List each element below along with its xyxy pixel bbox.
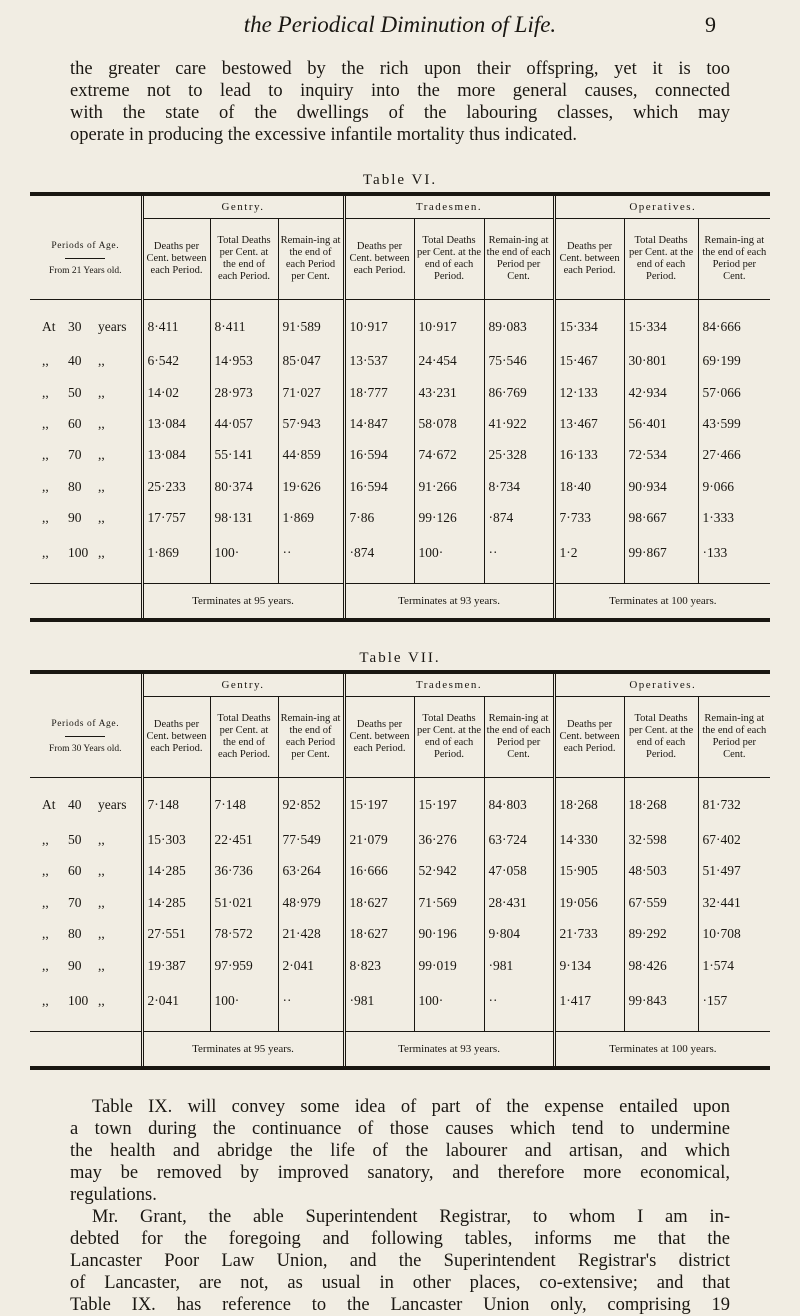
- period-unit: ,,: [98, 957, 105, 973]
- value-cell: 44·859: [278, 440, 344, 471]
- body-paragraph: [70, 1096, 730, 1316]
- value-cell: 25·328: [484, 440, 554, 471]
- period-cell: [30, 346, 142, 377]
- column-header: Remain-ing at the end of each Period per Cent.: [278, 219, 344, 300]
- value-cell: 16·666: [344, 855, 414, 887]
- period-unit: ,,: [98, 926, 105, 942]
- terminates-note: Terminates at 93 years.: [344, 584, 554, 621]
- period-unit: ,,: [98, 863, 105, 879]
- value-cell: 2·041: [142, 981, 210, 1031]
- text-line: the health and abridge the life of the labourer and artisan, and which: [70, 1141, 730, 1161]
- value-cell: 18·268: [624, 778, 698, 824]
- period-cell: [30, 408, 142, 439]
- table-row: [30, 408, 770, 439]
- table-6-title: Table VI.: [362, 172, 438, 188]
- value-cell: 86·769: [484, 377, 554, 408]
- period-prefix: ,,: [42, 478, 49, 494]
- table-6: [30, 192, 770, 622]
- text-line: of Lancaster, are not, as usual in other places, co-extensive; and that: [70, 1273, 730, 1293]
- value-cell: 18·627: [344, 887, 414, 919]
- value-cell: 36·736: [210, 855, 278, 887]
- value-cell: 98·667: [624, 502, 698, 533]
- period-cell: [30, 440, 142, 471]
- value-cell: 10·917: [344, 300, 414, 346]
- value-cell: 47·058: [484, 855, 554, 887]
- value-cell: 14·02: [142, 377, 210, 408]
- period-prefix: ,,: [42, 831, 49, 847]
- footer-corner: [30, 584, 142, 621]
- value-cell: 51·021: [210, 887, 278, 919]
- group-header-operatives: Operatives.: [554, 672, 770, 697]
- value-cell: 16·594: [344, 471, 414, 502]
- group-header-tradesmen: Tradesmen.: [344, 194, 554, 219]
- value-cell: 16·594: [344, 440, 414, 471]
- value-cell: 58·078: [414, 408, 484, 439]
- value-cell: 15·303: [142, 824, 210, 856]
- group-header-gentry: Gentry.: [142, 194, 344, 219]
- value-cell: 97·959: [210, 950, 278, 982]
- text-line: extreme not to lead to inquiry into the more general causes, connected: [70, 81, 730, 101]
- value-cell: 67·402: [698, 824, 770, 856]
- value-cell: 77·549: [278, 824, 344, 856]
- column-header: Total Deaths per Cent. at the end of each Period.: [210, 697, 278, 778]
- value-cell: 21·079: [344, 824, 414, 856]
- corner-cell: [30, 672, 142, 697]
- value-cell: 43·231: [414, 377, 484, 408]
- value-cell: ··: [484, 981, 554, 1031]
- value-cell: 14·285: [142, 855, 210, 887]
- value-cell: 12·133: [554, 377, 624, 408]
- group-header-operatives: Operatives.: [554, 194, 770, 219]
- period-cell: [30, 824, 142, 856]
- value-cell: ··: [278, 534, 344, 584]
- column-header: Deaths per Cent. between each Period.: [344, 219, 414, 300]
- value-cell: 9·066: [698, 471, 770, 502]
- table-row: [30, 950, 770, 982]
- table-row: [30, 981, 770, 1031]
- value-cell: 30·801: [624, 346, 698, 377]
- value-cell: 1·869: [278, 502, 344, 533]
- value-cell: 15·197: [344, 778, 414, 824]
- value-cell: 25·233: [142, 471, 210, 502]
- period-unit: ,,: [98, 831, 105, 847]
- table-row: [30, 502, 770, 533]
- corner-cell: [30, 194, 142, 219]
- value-cell: 15·334: [554, 300, 624, 346]
- text-line: a town during the continuance of those causes which tend to undermine: [70, 1119, 730, 1139]
- column-header: Total Deaths per Cent. at the end of each Period.: [414, 219, 484, 300]
- value-cell: ··: [484, 534, 554, 584]
- period-prefix: ,,: [42, 863, 49, 879]
- period-unit: ,,: [98, 894, 105, 910]
- period-age: 100: [68, 993, 89, 1009]
- footer-corner: [30, 1032, 142, 1069]
- value-cell: 15·905: [554, 855, 624, 887]
- value-cell: 1·2: [554, 534, 624, 584]
- value-cell: 51·497: [698, 855, 770, 887]
- period-age: 90: [68, 510, 82, 526]
- value-cell: 32·598: [624, 824, 698, 856]
- terminates-note: Terminates at 93 years.: [344, 1032, 554, 1069]
- period-unit: ,,: [98, 416, 105, 432]
- value-cell: 15·467: [554, 346, 624, 377]
- period-cell: [30, 950, 142, 982]
- value-cell: 8·734: [484, 471, 554, 502]
- value-cell: 99·019: [414, 950, 484, 982]
- value-cell: 36·276: [414, 824, 484, 856]
- text-line: Lancaster Poor Law Union, and the Superintendent Registrar's district: [70, 1251, 730, 1271]
- value-cell: 91·266: [414, 471, 484, 502]
- text-line: debted for the foregoing and following tables, informs me that the: [70, 1229, 730, 1249]
- value-cell: 15·197: [414, 778, 484, 824]
- value-cell: 90·196: [414, 918, 484, 950]
- value-cell: 48·503: [624, 855, 698, 887]
- value-cell: 99·843: [624, 981, 698, 1031]
- page-header: [0, 12, 800, 42]
- value-cell: 13·084: [142, 440, 210, 471]
- column-header: Deaths per Cent. between each Period.: [142, 219, 210, 300]
- period-age: 80: [68, 926, 82, 942]
- value-cell: 14·285: [142, 887, 210, 919]
- period-range: From 21 Years old.: [48, 266, 122, 277]
- table-row: [30, 471, 770, 502]
- value-cell: 100·: [210, 534, 278, 584]
- value-cell: 14·953: [210, 346, 278, 377]
- period-prefix: ,,: [42, 894, 49, 910]
- value-cell: ·981: [344, 981, 414, 1031]
- value-cell: 52·942: [414, 855, 484, 887]
- value-cell: 16·133: [554, 440, 624, 471]
- value-cell: 8·823: [344, 950, 414, 982]
- period-age: 80: [68, 478, 82, 494]
- value-cell: 98·426: [624, 950, 698, 982]
- period-unit: ,,: [98, 993, 105, 1009]
- text-line: Table IX. will convey some idea of part of the expense entailed upon: [92, 1097, 730, 1117]
- column-header: Remain-ing at the end of each Period per Cent.: [484, 219, 554, 300]
- value-cell: 19·056: [554, 887, 624, 919]
- period-unit: ,,: [98, 478, 105, 494]
- value-cell: 1·574: [698, 950, 770, 982]
- terminates-note: Terminates at 95 years.: [142, 584, 344, 621]
- value-cell: 74·672: [414, 440, 484, 471]
- period-unit: ,,: [98, 447, 105, 463]
- period-unit: ,,: [98, 510, 105, 526]
- column-header: Remain-ing at the end of each Period per Cent.: [698, 219, 770, 300]
- column-header: Remain-ing at the end of each Period per Cent.: [278, 697, 344, 778]
- intro-paragraph: [70, 58, 730, 146]
- value-cell: 72·534: [624, 440, 698, 471]
- running-title: the Periodical Diminution of Life.: [243, 12, 557, 37]
- table-7-title: Table VII.: [359, 650, 441, 666]
- value-cell: 28·973: [210, 377, 278, 408]
- terminates-note: Terminates at 100 years.: [554, 584, 770, 621]
- column-header: Total Deaths per Cent. at the end of each Period.: [210, 219, 278, 300]
- period-prefix: ,,: [42, 957, 49, 973]
- value-cell: 85·047: [278, 346, 344, 377]
- value-cell: 90·934: [624, 471, 698, 502]
- table-row: [30, 300, 770, 346]
- value-cell: ·981: [484, 950, 554, 982]
- period-caption: Periods of Age.: [51, 719, 120, 730]
- table-row: [30, 440, 770, 471]
- value-cell: 7·86: [344, 502, 414, 533]
- period-caption: Periods of Age.: [51, 241, 120, 252]
- column-header: Remain-ing at the end of each Period per Cent.: [698, 697, 770, 778]
- value-cell: ·133: [698, 534, 770, 584]
- period-cell: [30, 778, 142, 824]
- value-cell: 18·777: [344, 377, 414, 408]
- period-age: 60: [68, 416, 82, 432]
- period-cell: [30, 981, 142, 1031]
- period-header: [30, 697, 142, 778]
- text-line: operate in producing the excessive infantile mortality thus indicated.: [70, 125, 578, 145]
- value-cell: 21·428: [278, 918, 344, 950]
- table-row: [30, 346, 770, 377]
- value-cell: 22·451: [210, 824, 278, 856]
- value-cell: ·157: [698, 981, 770, 1031]
- value-cell: 24·454: [414, 346, 484, 377]
- period-prefix: At: [42, 796, 56, 812]
- period-prefix: ,,: [42, 510, 49, 526]
- page-number: 9: [705, 12, 716, 37]
- period-prefix: ,,: [42, 545, 49, 561]
- value-cell: 1·869: [142, 534, 210, 584]
- period-prefix: ,,: [42, 384, 49, 400]
- period-prefix: ,,: [42, 926, 49, 942]
- period-header: [30, 219, 142, 300]
- period-age: 40: [68, 796, 82, 812]
- value-cell: 21·733: [554, 918, 624, 950]
- value-cell: 15·334: [624, 300, 698, 346]
- value-cell: 8·411: [210, 300, 278, 346]
- column-header: Total Deaths per Cent. at the end of each Period.: [624, 697, 698, 778]
- value-cell: 7·148: [142, 778, 210, 824]
- value-cell: 28·431: [484, 887, 554, 919]
- period-age: 70: [68, 447, 82, 463]
- value-cell: 27·466: [698, 440, 770, 471]
- period-cell: [30, 855, 142, 887]
- column-header: Deaths per Cent. between each Period.: [554, 219, 624, 300]
- value-cell: ··: [278, 981, 344, 1031]
- period-unit: ,,: [98, 353, 105, 369]
- column-header: Total Deaths per Cent. at the end of each Period.: [624, 219, 698, 300]
- table-row: [30, 887, 770, 919]
- value-cell: ·874: [344, 534, 414, 584]
- value-cell: 78·572: [210, 918, 278, 950]
- value-cell: 100·: [414, 981, 484, 1031]
- value-cell: 67·559: [624, 887, 698, 919]
- period-age: 60: [68, 863, 82, 879]
- value-cell: 100·: [414, 534, 484, 584]
- table-row: [30, 778, 770, 824]
- period-unit: years: [98, 796, 127, 812]
- value-cell: 7·148: [210, 778, 278, 824]
- value-cell: 91·589: [278, 300, 344, 346]
- text-line: Mr. Grant, the able Superintendent Registrar, to whom I am in-: [92, 1207, 730, 1227]
- value-cell: 2·041: [278, 950, 344, 982]
- value-cell: 1·417: [554, 981, 624, 1031]
- period-cell: [30, 377, 142, 408]
- table-row: [30, 918, 770, 950]
- value-cell: 92·852: [278, 778, 344, 824]
- value-cell: 8·411: [142, 300, 210, 346]
- value-cell: 81·732: [698, 778, 770, 824]
- value-cell: 17·757: [142, 502, 210, 533]
- value-cell: 43·599: [698, 408, 770, 439]
- period-unit: years: [98, 318, 127, 334]
- value-cell: 56·401: [624, 408, 698, 439]
- column-header: Remain-ing at the end of each Period per Cent.: [484, 697, 554, 778]
- value-cell: 69·199: [698, 346, 770, 377]
- period-range: From 30 Years old.: [48, 744, 122, 755]
- value-cell: 13·537: [344, 346, 414, 377]
- value-cell: 1·333: [698, 502, 770, 533]
- table-7: [30, 670, 770, 1070]
- period-age: 50: [68, 384, 82, 400]
- value-cell: 63·264: [278, 855, 344, 887]
- text-line: Table IX. has reference to the Lancaster Union only, comprising 19: [70, 1295, 730, 1315]
- value-cell: 18·268: [554, 778, 624, 824]
- column-header: Total Deaths per Cent. at the end of each Period.: [414, 697, 484, 778]
- value-cell: 71·027: [278, 377, 344, 408]
- period-age: 100: [68, 545, 89, 561]
- value-cell: 6·542: [142, 346, 210, 377]
- table-row: [30, 377, 770, 408]
- period-cell: [30, 502, 142, 533]
- value-cell: 13·467: [554, 408, 624, 439]
- period-prefix: ,,: [42, 447, 49, 463]
- value-cell: 14·847: [344, 408, 414, 439]
- period-cell: [30, 918, 142, 950]
- table-row: [30, 534, 770, 584]
- value-cell: 7·733: [554, 502, 624, 533]
- value-cell: 71·569: [414, 887, 484, 919]
- value-cell: 99·126: [414, 502, 484, 533]
- value-cell: 89·083: [484, 300, 554, 346]
- period-cell: [30, 300, 142, 346]
- text-line: regulations.: [70, 1185, 157, 1205]
- text-line: may be removed by improved sanatory, and therefore more economical,: [70, 1163, 730, 1183]
- period-cell: [30, 534, 142, 584]
- value-cell: 84·666: [698, 300, 770, 346]
- value-cell: 19·387: [142, 950, 210, 982]
- period-prefix: ,,: [42, 416, 49, 432]
- period-age: 50: [68, 831, 82, 847]
- value-cell: 63·724: [484, 824, 554, 856]
- period-unit: ,,: [98, 545, 105, 561]
- period-age: 90: [68, 957, 82, 973]
- value-cell: 18·40: [554, 471, 624, 502]
- column-header: Deaths per Cent. between each Period.: [142, 697, 210, 778]
- period-age: 40: [68, 353, 82, 369]
- period-age: 70: [68, 894, 82, 910]
- value-cell: 41·922: [484, 408, 554, 439]
- period-prefix: ,,: [42, 353, 49, 369]
- period-divider: [65, 736, 105, 737]
- period-cell: [30, 471, 142, 502]
- value-cell: 18·627: [344, 918, 414, 950]
- value-cell: 9·804: [484, 918, 554, 950]
- value-cell: 55·141: [210, 440, 278, 471]
- value-cell: 80·374: [210, 471, 278, 502]
- value-cell: ·874: [484, 502, 554, 533]
- value-cell: 13·084: [142, 408, 210, 439]
- value-cell: 99·867: [624, 534, 698, 584]
- column-header: Deaths per Cent. between each Period.: [344, 697, 414, 778]
- terminates-note: Terminates at 100 years.: [554, 1032, 770, 1069]
- value-cell: 75·546: [484, 346, 554, 377]
- period-cell: [30, 887, 142, 919]
- value-cell: 32·441: [698, 887, 770, 919]
- value-cell: 57·943: [278, 408, 344, 439]
- period-divider: [65, 258, 105, 259]
- text-line: with the state of the dwellings of the labouring classes, which may: [70, 103, 730, 123]
- value-cell: 14·330: [554, 824, 624, 856]
- table-row: [30, 855, 770, 887]
- period-prefix: At: [42, 318, 56, 334]
- period-prefix: ,,: [42, 993, 49, 1009]
- value-cell: 27·551: [142, 918, 210, 950]
- text-line: the greater care bestowed by the rich upon their offspring, yet it is too: [70, 59, 730, 79]
- group-header-tradesmen: Tradesmen.: [344, 672, 554, 697]
- value-cell: 89·292: [624, 918, 698, 950]
- value-cell: 98·131: [210, 502, 278, 533]
- value-cell: 44·057: [210, 408, 278, 439]
- value-cell: 10·708: [698, 918, 770, 950]
- value-cell: 9·134: [554, 950, 624, 982]
- group-header-gentry: Gentry.: [142, 672, 344, 697]
- column-header: Deaths per Cent. between each Period.: [554, 697, 624, 778]
- table-row: [30, 824, 770, 856]
- value-cell: 57·066: [698, 377, 770, 408]
- period-unit: ,,: [98, 384, 105, 400]
- period-age: 30: [68, 318, 82, 334]
- value-cell: 100·: [210, 981, 278, 1031]
- value-cell: 42·934: [624, 377, 698, 408]
- value-cell: 10·917: [414, 300, 484, 346]
- value-cell: 84·803: [484, 778, 554, 824]
- terminates-note: Terminates at 95 years.: [142, 1032, 344, 1069]
- value-cell: 48·979: [278, 887, 344, 919]
- value-cell: 19·626: [278, 471, 344, 502]
